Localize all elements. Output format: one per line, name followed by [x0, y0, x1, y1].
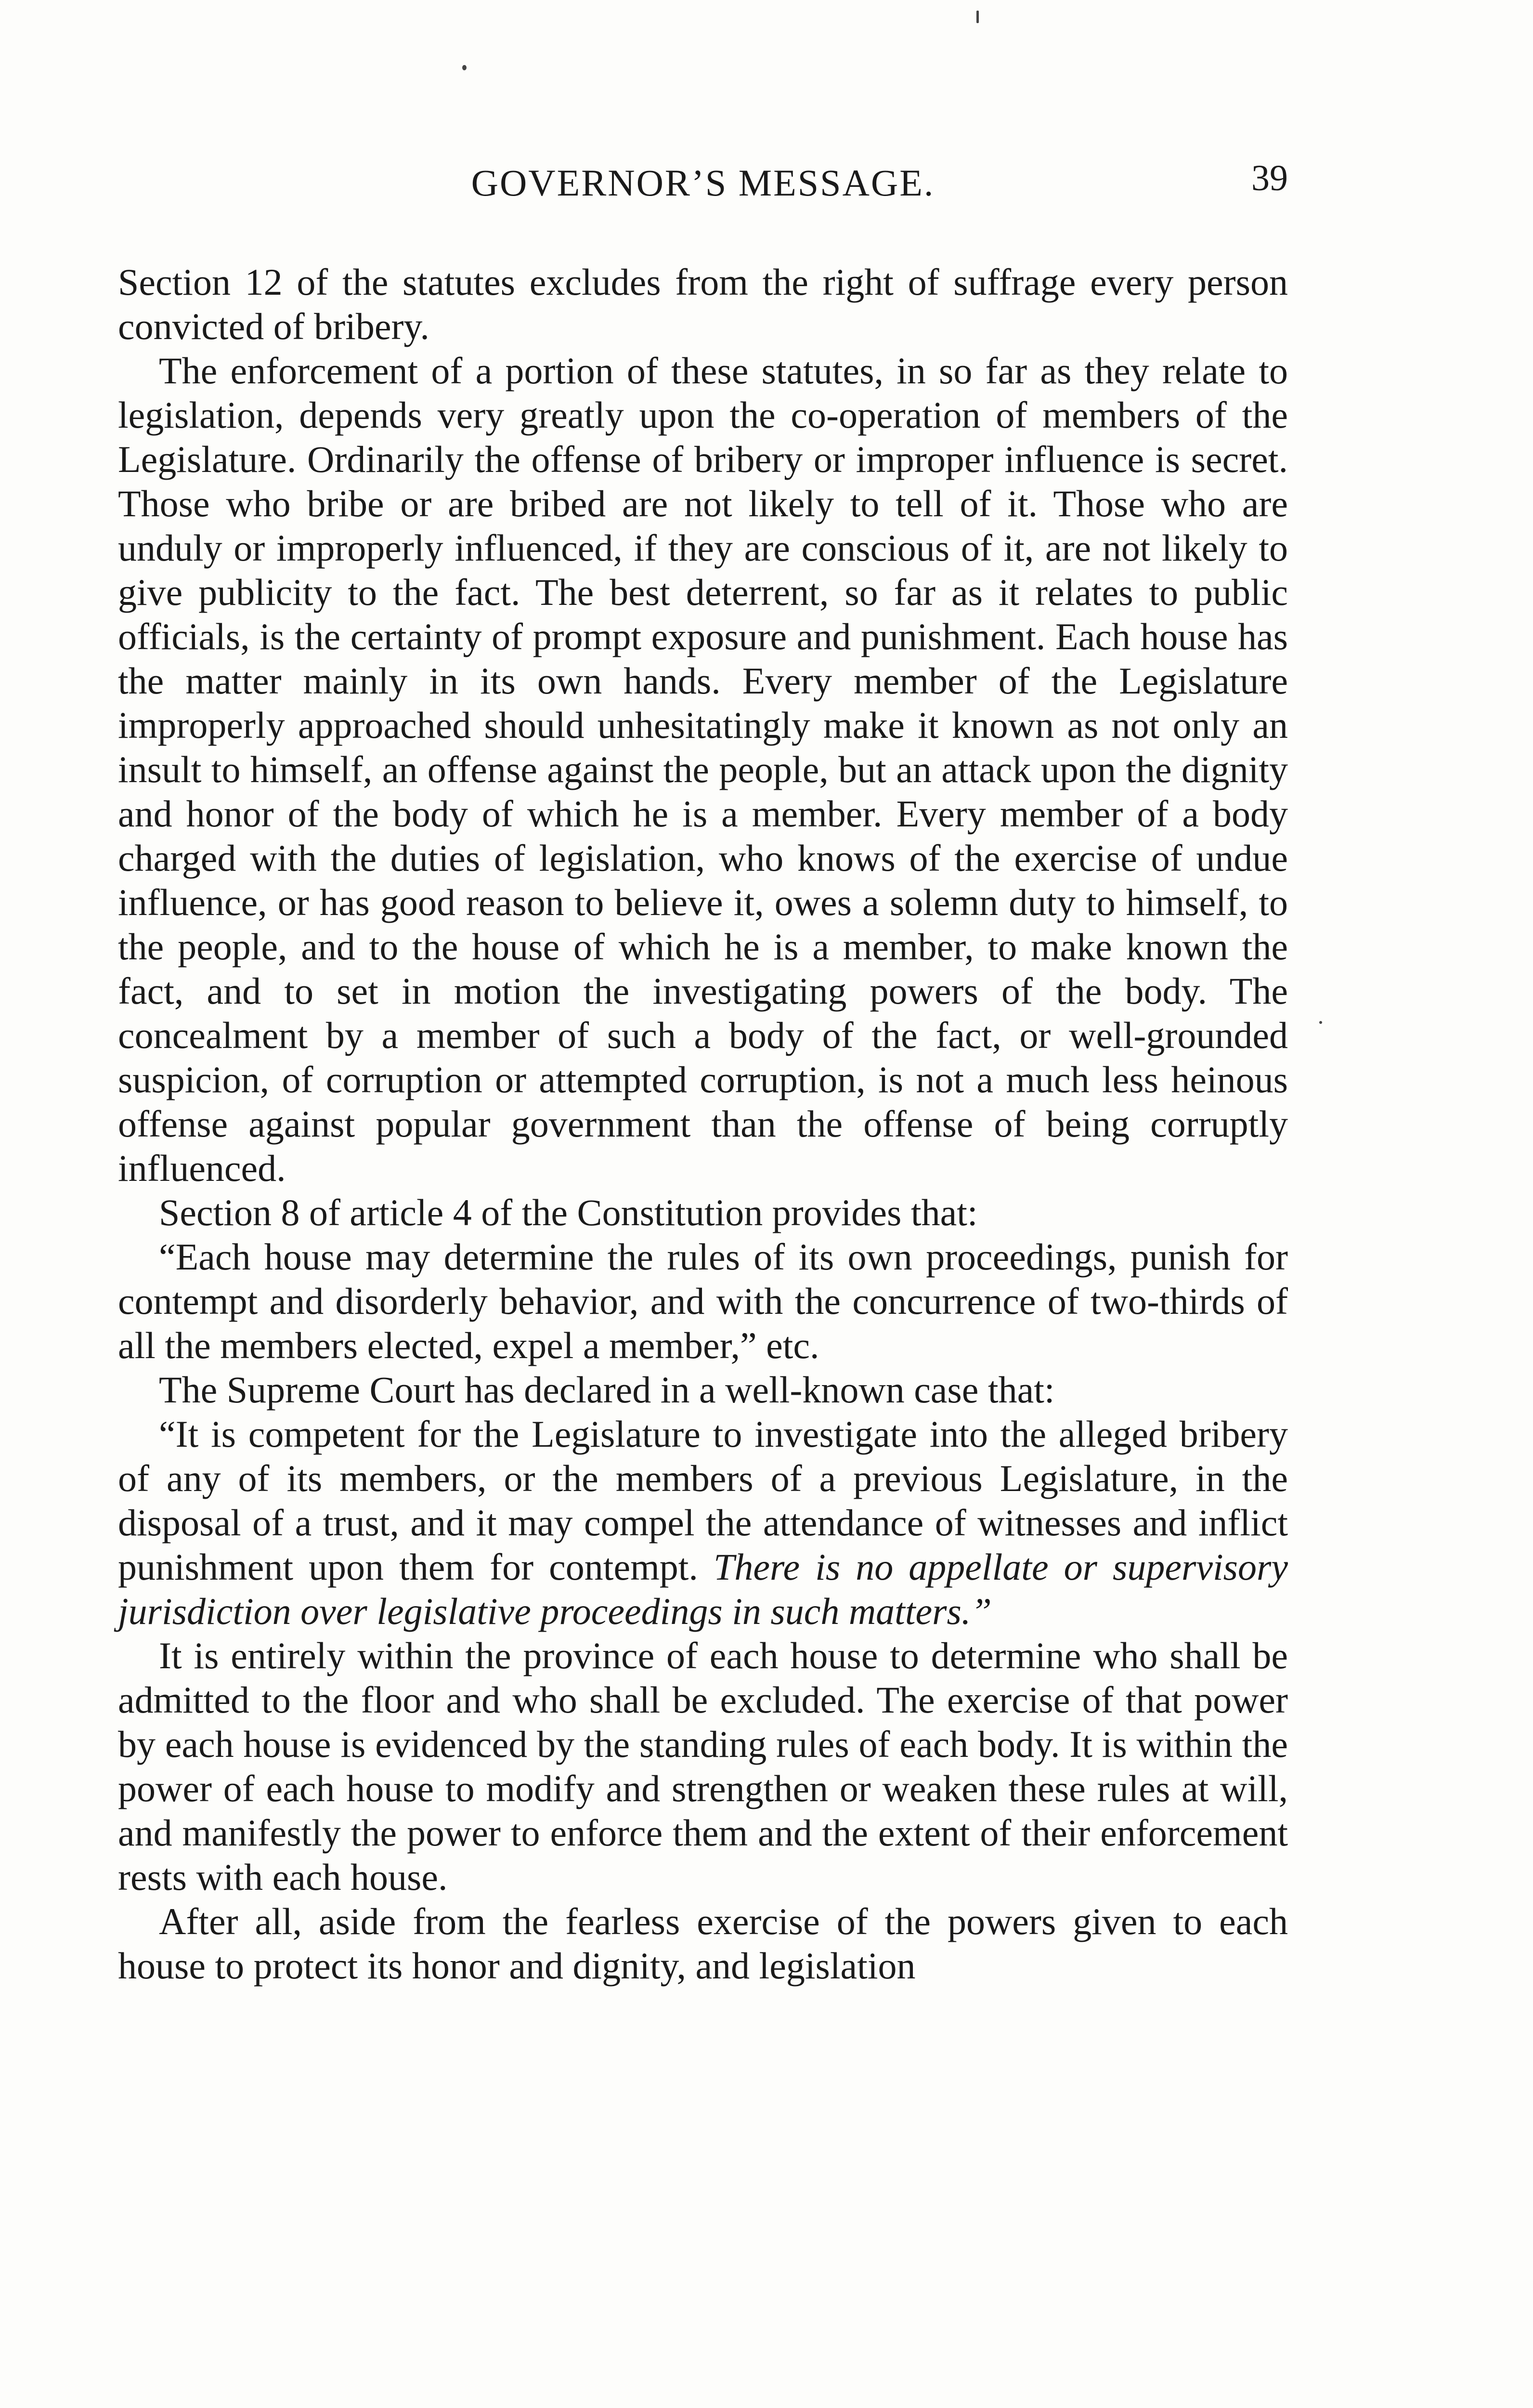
- paragraph: [118, 349, 1288, 1191]
- quotation: [118, 1412, 1288, 1634]
- paragraph: [118, 1191, 1288, 1235]
- print-speck: [1319, 1021, 1322, 1024]
- paragraph-text: The Supreme Court has declared in a well-known case that:: [159, 1369, 1055, 1411]
- paragraph: [118, 1634, 1288, 1899]
- body-text: [118, 260, 1288, 1988]
- print-speck: [976, 11, 979, 23]
- paragraph: [118, 1899, 1288, 1988]
- paragraph-text: After all, aside from the fearless exercise of the powers given to each house to protect its honor and dignity, and legislation: [118, 1900, 1288, 1987]
- quotation-text: “It is competent for the Legislature to investigate into the alleged bribery of any of its members, or the members of a previous Legislature, in the disposal of a trust, and it may compel the attendance of witnesses and inflict punishment upon them for contempt.: [118, 1413, 1288, 1588]
- paragraph-text: Section 8 of article 4 of the Constitution provides that:: [159, 1191, 978, 1233]
- paragraph-text: Section 12 of the statutes excludes from the right of suffrage every person convicted of bribery.: [118, 261, 1288, 347]
- quotation: [118, 1235, 1288, 1368]
- print-speck: [462, 65, 467, 70]
- paragraph-text: It is entirely within the province of each house to determine who shall be admitted to the floor and who shall be excluded. The exercise of that power by each house is evidenced by the standing rules of each body. It is within the power of each house to modify and strengthen or weaken these rules at will, and manifestly the power to enforce them and the extent of their enforcement rests with each house.: [118, 1635, 1288, 1898]
- paragraph: [118, 260, 1288, 349]
- quotation-text: “Each house may determine the rules of its own proceedings, punish for contempt and disorderly behavior, and with the concurrence of two-thirds of all the members elected, expel a member,” etc.: [118, 1236, 1288, 1366]
- page-number: 39: [1251, 158, 1288, 198]
- paragraph: [118, 1368, 1288, 1412]
- quotation-italic-text: There is no appellate or supervisory jurisdiction over legislative proceedings in such matters.”: [118, 1546, 1288, 1632]
- paragraph-text: The enforcement of a portion of these statutes, in so far as they relate to legislation, depends very greatly upon the co-operation of members of the Legislature. Ordinarily the offense of bribery or improper influence is secret. Those who bribe or are bribed are not likely to tell of it. Those who are unduly or improperly influenced, if they are conscious of it, are not likely to give publicity to the fact. The best deterrent, so far as it relates to public officials, is the certainty of prompt exposure and punishment. Each house has the matter mainly in its own hands. Every member of the Legislature improperly approached should unhesitatingly make it known as not only an insult to himself, an offense against the people, but an attack upon the dignity and honor of the body of which he is a member. Every member of a body charged with the duties of legislation, who knows of the exercise of undue influence, or has good reason to believe it, owes a solemn duty to himself, to the people, and to the house of which he is a member, to make known the fact, and to set in motion the investigating powers of the body. The concealment by a member of such a body of the fact, or well-grounded suspicion, of corruption or attempted corruption, is not a much less heinous offense against popular government than the offense of being corruptly influenced.: [118, 350, 1288, 1189]
- running-head: [118, 159, 1288, 212]
- page-title: GOVERNOR’S MESSAGE.: [471, 162, 935, 204]
